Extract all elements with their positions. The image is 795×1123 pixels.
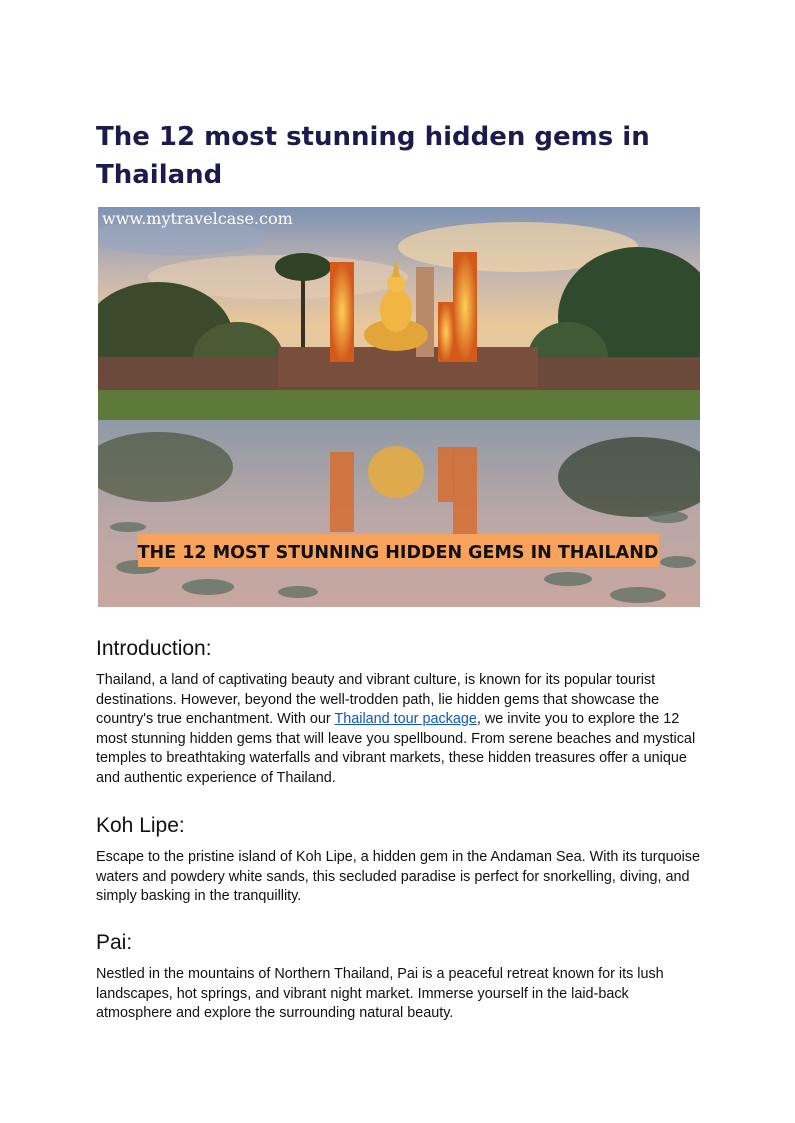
hero-watermark: www.mytravelcase.com: [102, 209, 293, 228]
introduction-heading: Introduction:: [96, 637, 212, 660]
thailand-tour-package-link[interactable]: Thailand tour package: [334, 711, 477, 728]
hero-banner-text: THE 12 MOST STUNNING HIDDEN GEMS IN THAILAND: [137, 543, 659, 563]
koh-lipe-paragraph: Escape to the pristine island of Koh Lipe, a hidden gem in the Andaman Sea. With its turquoise waters and powdery white sands, this secluded paradise is perfect for snorkelling, diving, and simply basking in the tranquillity.: [96, 849, 700, 905]
page-title: The 12 most stunning hidden gems in Thailand: [96, 122, 650, 190]
section-koh-lipe: [96, 814, 700, 907]
koh-lipe-heading: Koh Lipe:: [96, 814, 185, 837]
hero-image: [98, 207, 700, 607]
pai-paragraph: Nestled in the mountains of Northern Thailand, Pai is a peaceful retreat known for its lush landscapes, hot springs, and vibrant night market. Immerse yourself in the laid-back atmosphere and explore the surrounding natural beauty.: [96, 966, 664, 1022]
introduction-text-before: Thailand, a land of captivating beauty and vibrant culture, is known for its popular tourist destinations. However, beyond the well-trodden path, lie hidden gems that showcase the country's true enchantment. With our: [96, 672, 660, 728]
pai-heading: Pai:: [96, 931, 133, 954]
section-introduction: [96, 637, 700, 789]
section-pai: [96, 931, 700, 1024]
introduction-paragraph: [96, 671, 700, 789]
introduction-text-after: , we invite you to explore the 12 most stunning hidden gems that will leave you spellbound. From serene beaches and mystical temples to breathtaking waterfalls and vibrant markets, these hidden treasures offer a unique and authentic experience of Thailand.: [96, 711, 696, 786]
